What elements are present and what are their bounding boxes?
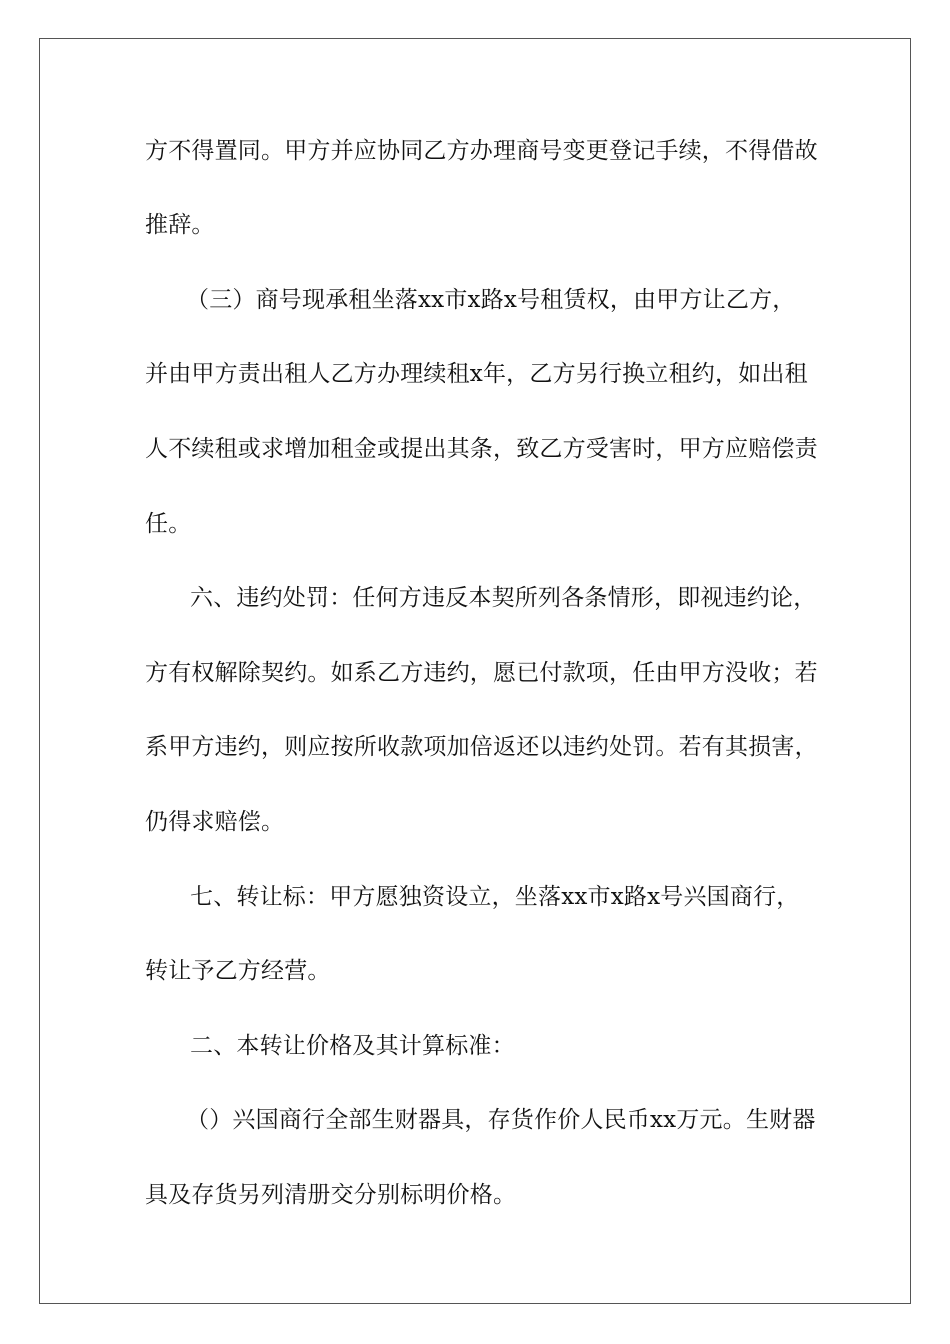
text-line-9: 系甲方违约，则应按所收款项加倍返还以违约处罚。若有其损害， bbox=[145, 734, 818, 760]
text-line-3: （三）商号现承租坐落xx市x路x号租赁权，由甲方让乙方， bbox=[186, 287, 796, 313]
text-line-1: 方不得置同。甲方并应协同乙方办理商号变更登记手续，不得借故 bbox=[145, 138, 818, 164]
text-line-13: 二、本转让价格及其计算标准： bbox=[190, 1033, 515, 1059]
text-line-6: 任。 bbox=[145, 511, 192, 537]
text-line-14: （）兴国商行全部生财器具，存货作价人民币xx万元。生财器 bbox=[186, 1107, 816, 1133]
text-line-12: 转让予乙方经营。 bbox=[145, 958, 331, 984]
text-line-5: 人不续租或求增加租金或提出其条，致乙方受害时，甲方应赔偿责 bbox=[145, 436, 818, 462]
text-line-7: 六、违约处罚：任何方违反本契所列各条情形，即视违约论， bbox=[190, 585, 817, 611]
text-line-10: 仍得求赔偿。 bbox=[145, 809, 285, 835]
text-line-8: 方有权解除契约。如系乙方违约，愿已付款项，任由甲方没收；若 bbox=[145, 660, 818, 686]
text-line-15: 具及存货另列清册交分别标明价格。 bbox=[145, 1182, 517, 1208]
text-line-11: 七、转让标：甲方愿独资设立，坐落xx市x路x号兴国商行， bbox=[190, 884, 800, 910]
text-line-4: 并由甲方责出租人乙方办理续租x年，乙方另行换立租约，如出租 bbox=[145, 361, 808, 387]
text-line-2: 推辞。 bbox=[145, 212, 215, 238]
